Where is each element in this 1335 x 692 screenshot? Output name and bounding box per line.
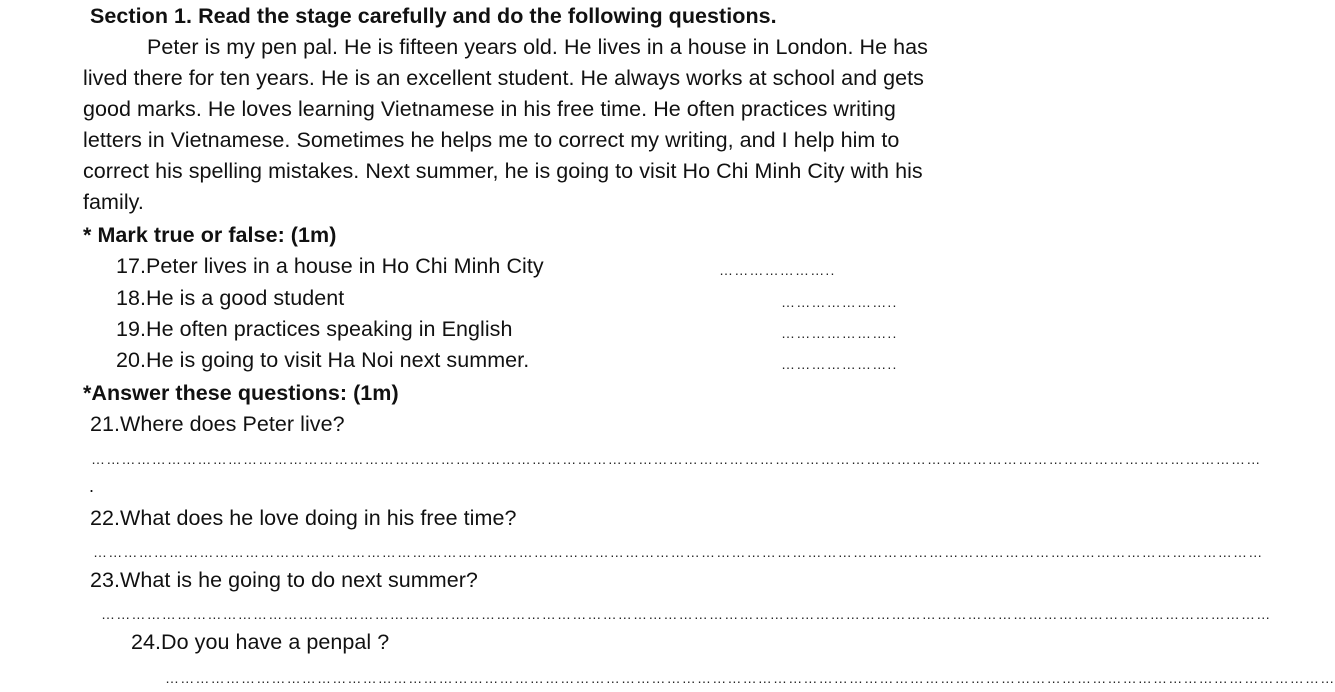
true-false-item: 18.He is a good student (116, 286, 345, 310)
answer-line[interactable]: …………………………………………………………………………………………………………………………………………………………………………………………………………… (93, 544, 1264, 560)
answer-questions-heading: *Answer these questions: (1m) (83, 381, 399, 405)
section-title: Section 1. Read the stage carefully and do the following questions. (90, 4, 777, 28)
true-false-heading: * Mark true or false: (1m) (83, 223, 337, 247)
answer-blank[interactable]: ………………….. (781, 294, 898, 310)
passage-line: good marks. He loves learning Vietnamese in his free time. He often practices writing (83, 97, 896, 121)
answer-line[interactable]: …………………………………………………………………………………………………………………………………………………………………………………………………………… (101, 606, 1272, 622)
question-item: 24.Do you have a penpal ? (131, 630, 390, 654)
answer-blank[interactable]: ………………….. (781, 356, 898, 372)
true-false-item: 19.He often practices speaking in English (116, 317, 513, 341)
question-item: 21.Where does Peter live? (90, 412, 345, 436)
passage-line: letters in Vietnamese. Sometimes he helps me to correct my writing, and I help him to (83, 128, 900, 152)
question-item: 23.What is he going to do next summer? (90, 568, 478, 592)
passage-line: correct his spelling mistakes. Next summer, he is going to visit Ho Chi Minh City with his (83, 159, 923, 183)
answer-blank[interactable]: ………………….. (719, 262, 836, 278)
passage-line: family. (83, 190, 144, 214)
answer-blank[interactable]: ………………….. (781, 325, 898, 341)
passage-line: Peter is my pen pal. He is fifteen years old. He lives in a house in London. He has (147, 35, 928, 59)
true-false-item: 20.He is going to visit Ha Noi next summer. (116, 348, 530, 372)
passage-line: lived there for ten years. He is an excellent student. He always works at school and gets (83, 66, 924, 90)
true-false-item: 17.Peter lives in a house in Ho Chi Minh City (116, 254, 544, 278)
question-item: 22.What does he love doing in his free time? (90, 506, 517, 530)
answer-line[interactable]: …………………………………………………………………………………………………………………………………………………………………………………………………………… (91, 451, 1262, 467)
answer-line[interactable]: …………………………………………………………………………………………………………………………………………………………………………………………………………… (165, 670, 1335, 686)
stray-mark: . (89, 476, 95, 496)
